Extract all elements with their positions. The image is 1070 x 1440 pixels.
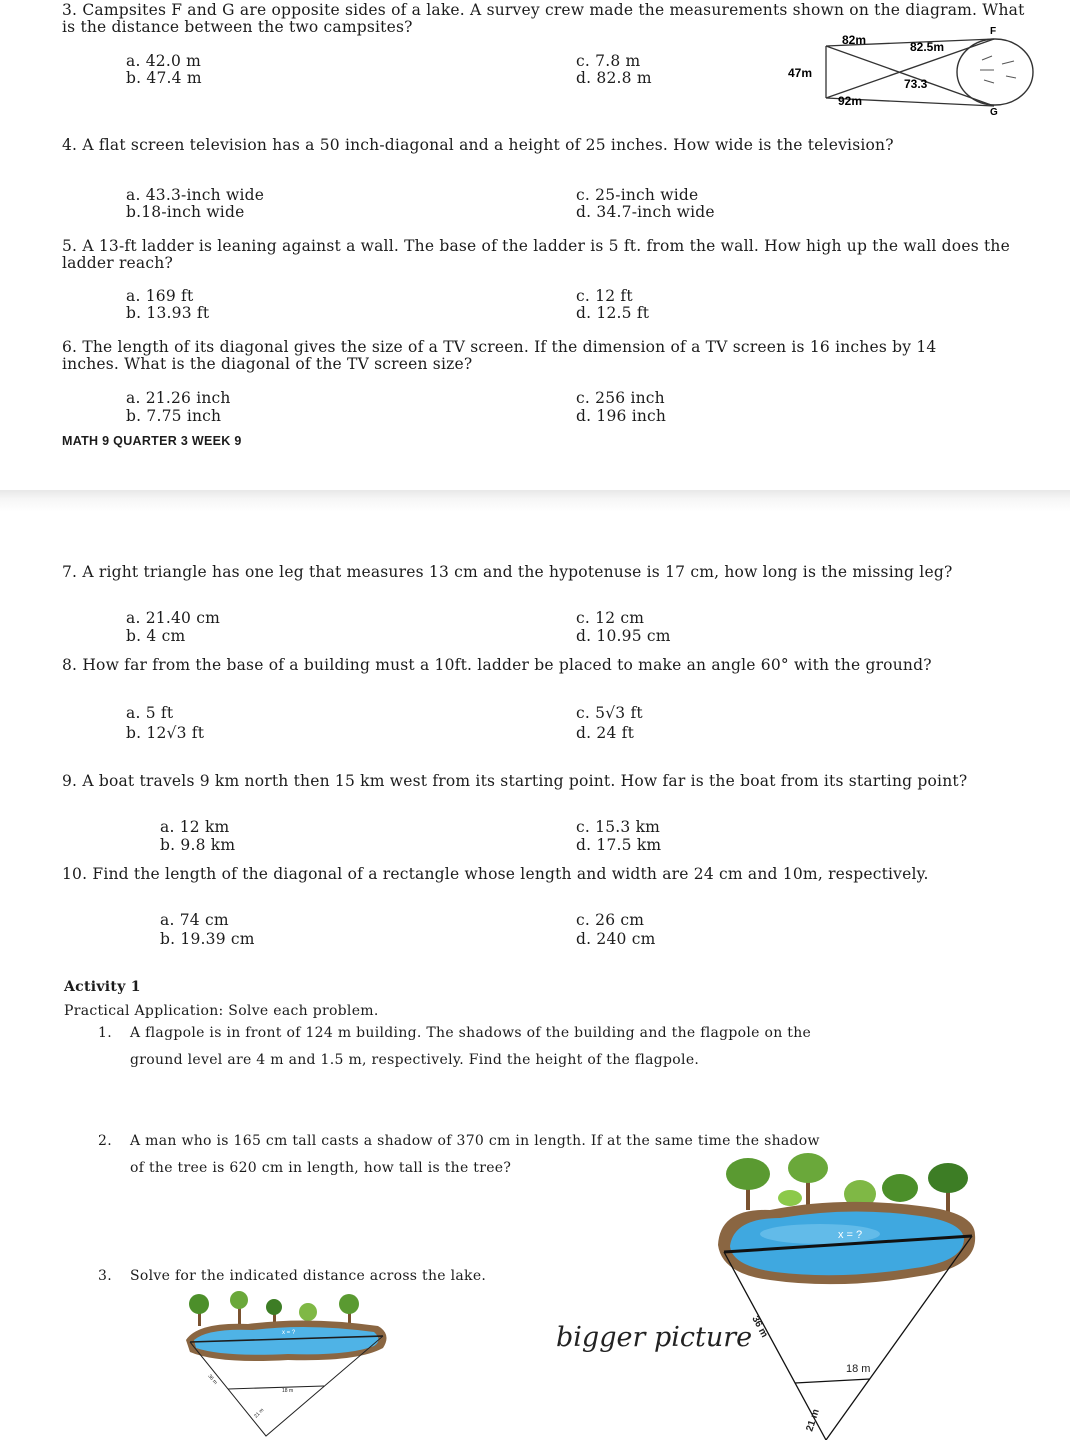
- q3-lake-diagram: [780, 24, 1050, 120]
- question-8: 8. How far from the base of a building must a 10ft. ladder be placed to make an angle 60° with the ground?: [62, 656, 932, 674]
- big-21m-label: 21 m: [804, 1407, 822, 1433]
- small-x-label: x = ?: [282, 1330, 296, 1336]
- big-parallel-line: [795, 1379, 870, 1383]
- label-73-3: 73.3: [904, 77, 928, 91]
- q8-option-c: c. 5√3 ft: [576, 704, 643, 722]
- q4-option-b: b.18-inch wide: [126, 203, 245, 221]
- q6-option-b: b. 7.75 inch: [126, 407, 222, 425]
- q3-option-d: d. 82.8 m: [576, 69, 652, 87]
- q5-option-a: a. 169 ft: [126, 287, 194, 305]
- q5-option-c: c. 12 ft: [576, 287, 633, 305]
- question-4: 4. A flat screen television has a 50 inch-diagonal and a height of 25 inches. How wide is the television?: [62, 136, 894, 154]
- activity-subtitle: Practical Application: Solve each problem.: [64, 1003, 379, 1019]
- label-82m: 82m: [842, 33, 867, 47]
- label-47m: 47m: [788, 66, 813, 80]
- q3-option-c: c. 7.8 m: [576, 52, 641, 70]
- problem-2-line-2: of the tree is 620 cm in length, how tall is the tree?: [130, 1160, 512, 1176]
- big-36m-label: 36 m: [749, 1314, 770, 1340]
- q3-option-a: a. 42.0 m: [126, 52, 202, 70]
- small-18m-label: 18 m: [282, 1388, 294, 1394]
- q5-option-d: d. 12.5 ft: [576, 304, 650, 322]
- handwritten-note: bigger picture: [556, 1322, 753, 1353]
- q7-option-c: c. 12 cm: [576, 609, 645, 627]
- q10-option-d: d. 240 cm: [576, 930, 656, 948]
- label-92m: 92m: [838, 94, 863, 108]
- q5-option-b: b. 13.93 ft: [126, 304, 210, 322]
- q6-option-a: a. 21.26 inch: [126, 389, 231, 407]
- problem-2-line-1: A man who is 165 cm tall casts a shadow of 370 cm in length. If at the same time the shadow: [130, 1133, 820, 1149]
- question-5: 5. A 13-ft ladder is leaning against a wall. The base of the ladder is 5 ft. from the wall. How high up the wall does the ladder reach?: [62, 237, 1010, 272]
- small-21m-label: 21 m: [253, 1407, 266, 1420]
- q4-option-a: a. 43.3-inch wide: [126, 186, 265, 204]
- q8-option-b: b. 12√3 ft: [126, 724, 205, 742]
- q8-option-d: d. 24 ft: [576, 724, 634, 742]
- q8-option-a: a. 5 ft: [126, 704, 174, 722]
- page-footer: MATH 9 QUARTER 3 WEEK 9: [62, 434, 242, 448]
- problem-1-line-2: ground level are 4 m and 1.5 m, respectively. Find the height of the flagpole.: [130, 1052, 700, 1068]
- label-f: F: [990, 26, 997, 37]
- problem-3-number: 3.: [98, 1268, 112, 1284]
- page-separator: [0, 490, 1070, 512]
- problem-3-text: Solve for the indicated distance across the lake.: [130, 1268, 487, 1284]
- q7-option-d: d. 10.95 cm: [576, 627, 671, 645]
- big-x-label: x = ?: [838, 1229, 863, 1241]
- problem-2-number: 2.: [98, 1133, 112, 1149]
- q10-option-c: c. 26 cm: [576, 911, 645, 929]
- trees-small: [189, 1291, 359, 1326]
- q3-option-b: b. 47.4 m: [126, 69, 202, 87]
- q6-option-c: c. 256 inch: [576, 389, 665, 407]
- q10-option-b: b. 19.39 cm: [160, 930, 255, 948]
- label-82-5m: 82.5m: [910, 40, 945, 54]
- q7-option-a: a. 21.40 cm: [126, 609, 220, 627]
- activity-title: Activity 1: [64, 979, 141, 995]
- question-3: 3. Campsites F and G are opposite sides of a lake. A survey crew made the measurements shown on the diagram. What is the distance between the two campsites?: [62, 1, 1025, 36]
- q9-option-d: d. 17.5 km: [576, 836, 662, 854]
- parallel-line: [228, 1386, 324, 1389]
- problem-1-line-1: A flagpole is in front of 124 m building. The shadows of the building and the flagpole on the: [130, 1025, 812, 1041]
- question-9: 9. A boat travels 9 km north then 15 km west from its starting point. How far is the boat from its starting point?: [62, 772, 968, 790]
- q6-option-d: d. 196 inch: [576, 407, 667, 425]
- lake-illustration-small: [178, 1290, 398, 1440]
- q9-option-a: a. 12 km: [160, 818, 230, 836]
- label-g: G: [990, 107, 998, 118]
- problem-1-number: 1.: [98, 1025, 112, 1041]
- water-marks: [980, 56, 1016, 83]
- q4-option-d: d. 34.7-inch wide: [576, 203, 715, 221]
- big-18m-label: 18 m: [846, 1363, 871, 1375]
- question-10: 10. Find the length of the diagonal of a rectangle whose length and width are 24 cm and 10m, respectively.: [62, 865, 929, 883]
- q4-option-c: c. 25-inch wide: [576, 186, 699, 204]
- small-36m-label: 36 m: [206, 1373, 219, 1386]
- q7-option-b: b. 4 cm: [126, 627, 186, 645]
- q9-option-c: c. 15.3 km: [576, 818, 661, 836]
- q10-option-a: a. 74 cm: [160, 911, 229, 929]
- question-6: 6. The length of its diagonal gives the size of a TV screen. If the dimension of a TV screen is 16 inches by 14 inches. What is the diagonal of the TV screen size?: [62, 338, 937, 373]
- lake-outline: [957, 39, 1033, 105]
- question-7: 7. A right triangle has one leg that measures 13 cm and the hypotenuse is 17 cm, how long is the missing leg?: [62, 563, 953, 581]
- q9-option-b: b. 9.8 km: [160, 836, 236, 854]
- lake-illustration-big: [700, 1150, 990, 1440]
